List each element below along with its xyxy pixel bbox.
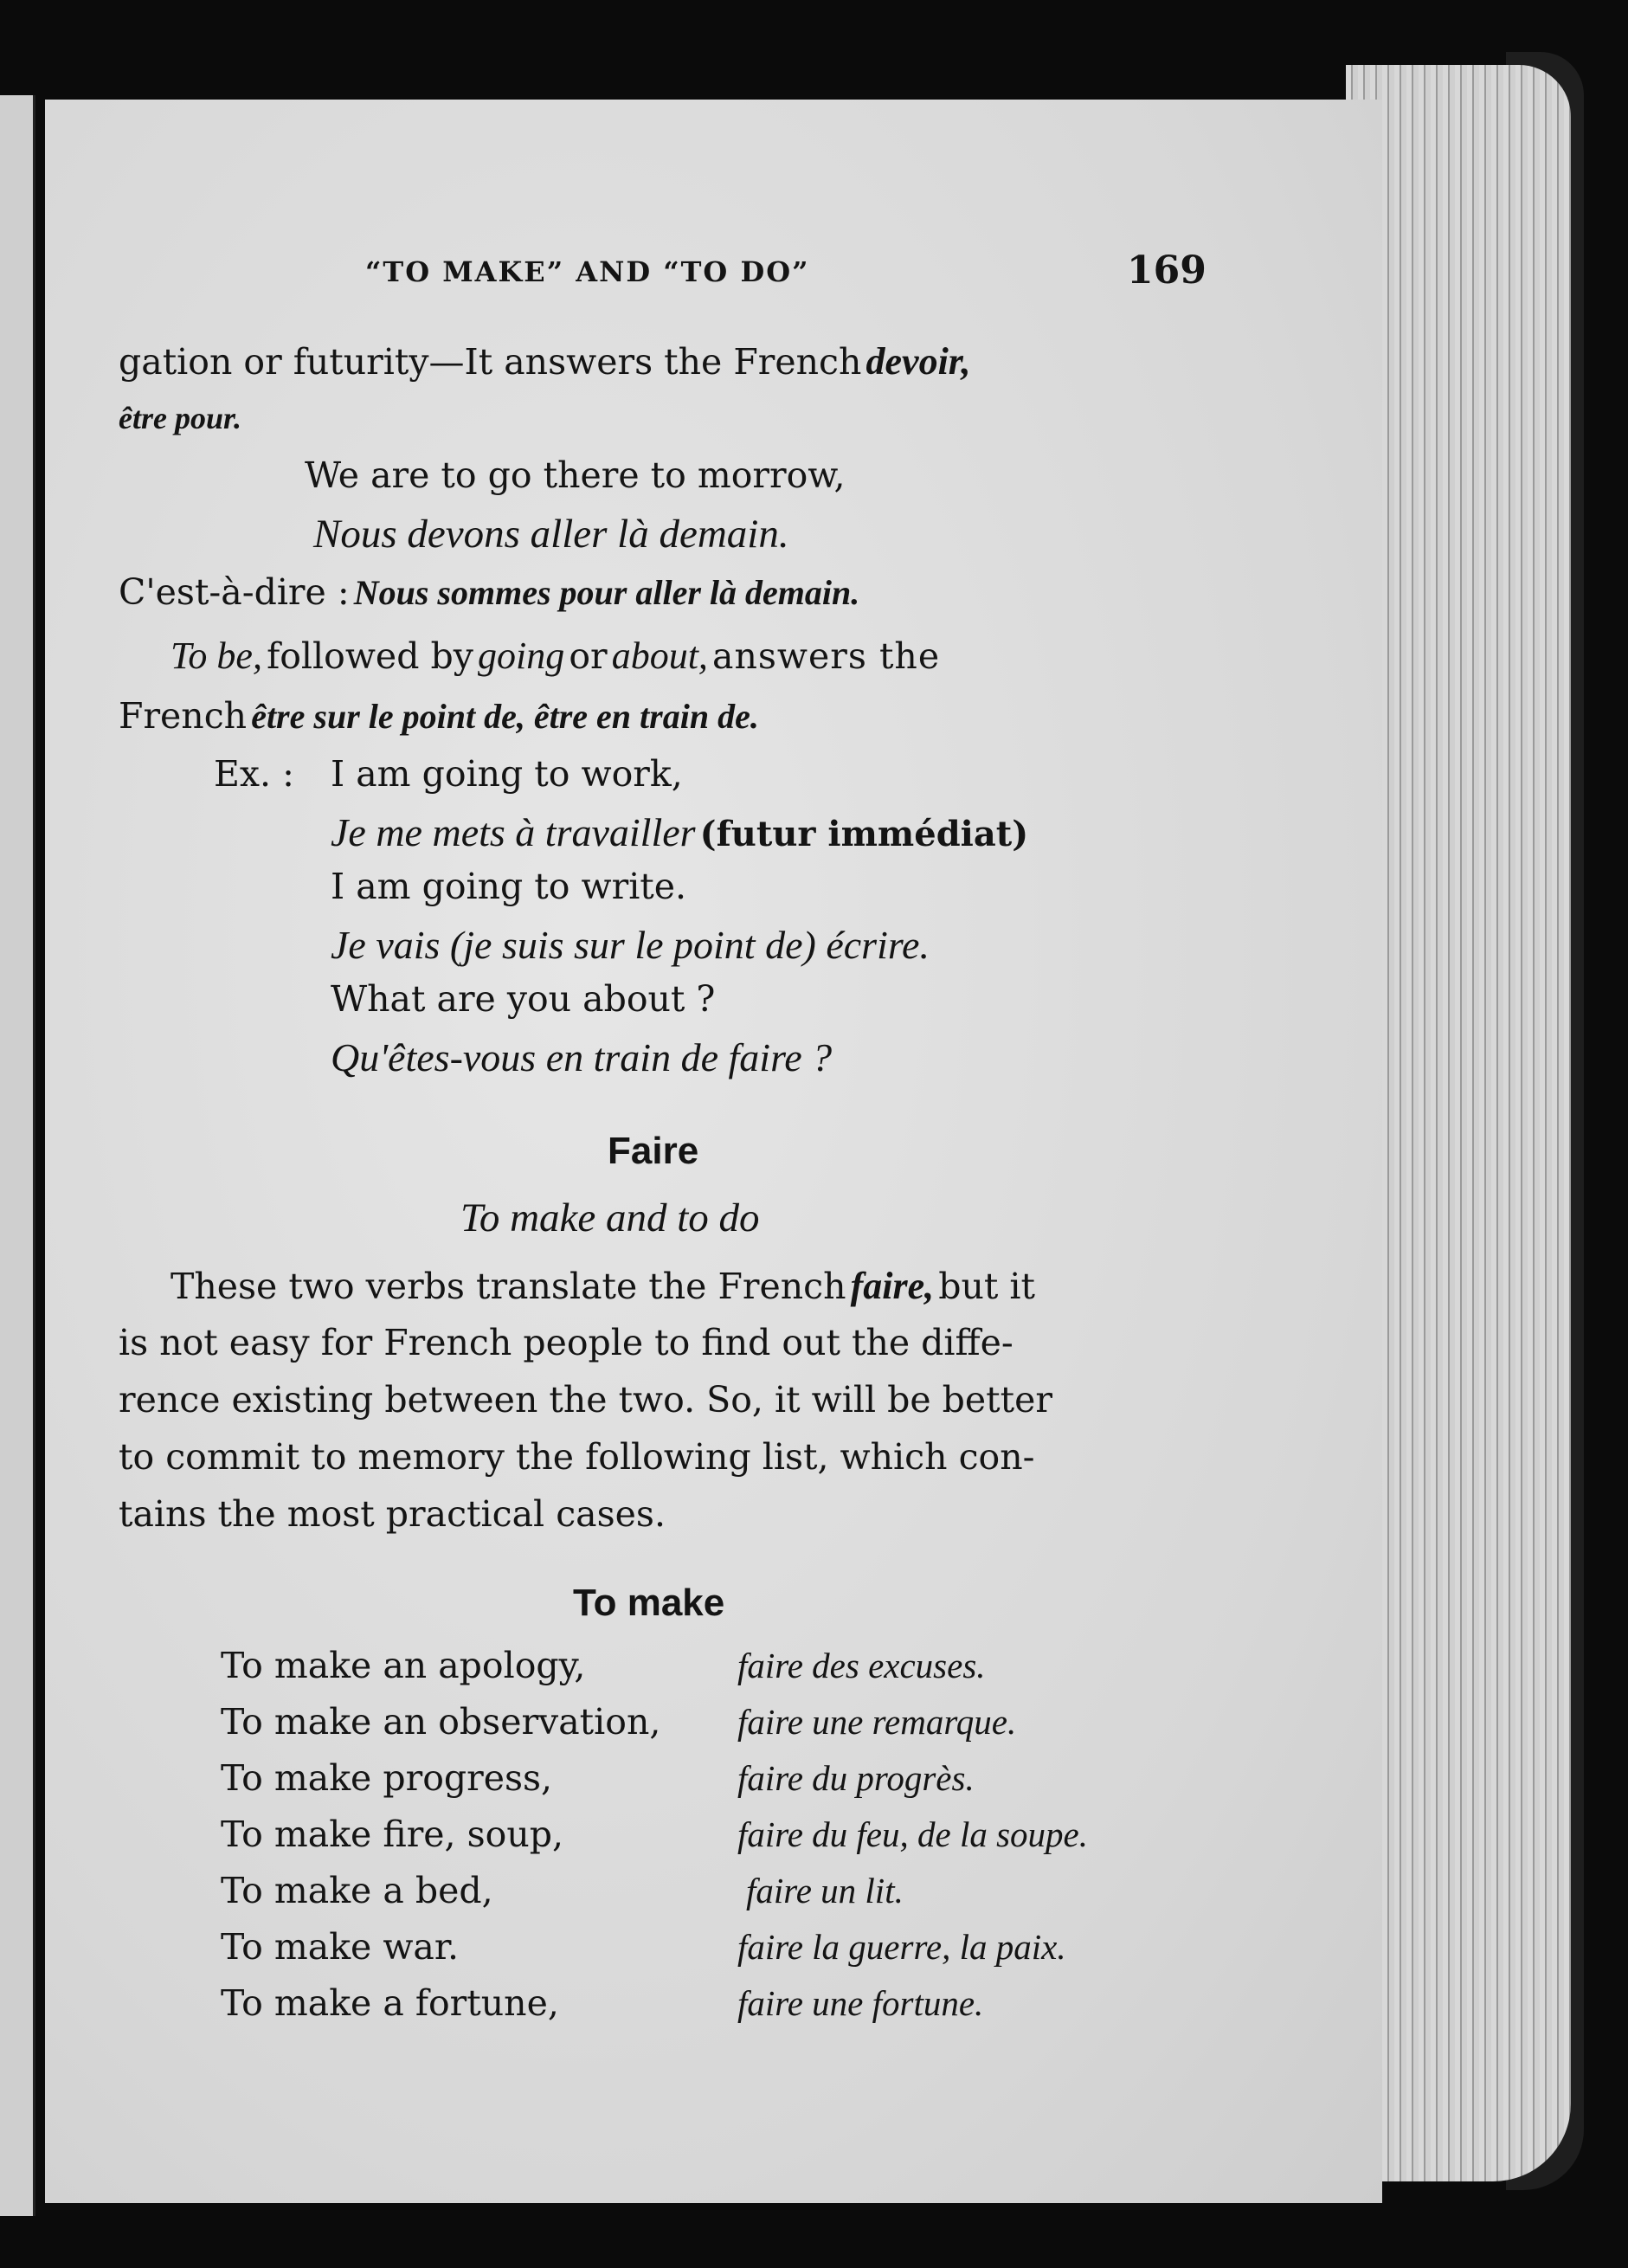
previous-page-edge: [0, 95, 35, 2216]
tobe-text-or: or: [569, 635, 608, 677]
faire-para-1-em: faire,: [850, 1265, 935, 1307]
faire-para-1a: These two verbs translate the French: [171, 1266, 846, 1307]
to-make-fr-4: faire du feu, de la soupe.: [737, 1814, 1088, 1854]
to-make-fr-5: faire un lit.: [746, 1871, 904, 1910]
tobe-line-1: [171, 634, 940, 678]
tobe-text-answers: answers the: [712, 635, 941, 677]
tobe-line-2: [119, 695, 759, 737]
example-line-1: I am going to work,: [331, 753, 683, 795]
cest-a-dire-line: [119, 571, 859, 613]
to-make-en-7: To make a fortune,: [221, 1982, 559, 2024]
cest-text: Nous sommes pour aller là demain.: [353, 573, 860, 612]
example-line-5: What are you about ?: [331, 978, 716, 1020]
example-line-4: Je vais (je suis sur le point de) écrire.: [331, 923, 930, 967]
to-make-heading: To make: [573, 1582, 725, 1624]
tobe-em-1: To be,: [171, 635, 262, 677]
to-make-fr-1: faire des excuses.: [737, 1646, 986, 1685]
tobe-em-about: about,: [611, 635, 708, 677]
faire-para-1b: but it: [938, 1266, 1036, 1307]
example-line-2-text: (futur immédiat): [699, 814, 1029, 854]
examples-label: Ex. :: [214, 753, 294, 795]
example-french: Nous devons aller là demain.: [313, 512, 789, 557]
intro-line-2: être pour.: [119, 401, 242, 435]
book-page: [45, 100, 1382, 2203]
running-head: “TO MAKE” AND “TO DO”: [365, 255, 810, 288]
intro-text: gation or futurity—It answers the French: [119, 341, 862, 383]
tobe-em-french-phrase: être sur le point de, être en train de.: [251, 697, 759, 736]
faire-para-line-5: tains the most practical cases.: [119, 1493, 666, 1535]
faire-heading: Faire: [608, 1130, 699, 1172]
to-make-en-2: To make an observation,: [221, 1701, 661, 1743]
to-make-en-4: To make fire, soup,: [221, 1814, 564, 1855]
example-line-2-em: Je me mets à travailler: [331, 810, 696, 854]
faire-para-line-1: [171, 1264, 1035, 1308]
intro-em-devoir: devoir,: [865, 340, 971, 383]
tobe-text-french: French: [119, 695, 248, 737]
example-english: We are to go there to morrow,: [305, 454, 846, 496]
to-make-en-6: To make war.: [221, 1926, 460, 1968]
to-make-en-5: To make a bed,: [221, 1870, 493, 1911]
tobe-text-1: followed by: [267, 635, 473, 677]
to-make-fr-2: faire une remarque.: [737, 1702, 1017, 1742]
faire-subtitle: To make and to do: [460, 1195, 760, 1240]
page-number: 169: [1127, 248, 1207, 293]
example-line-3: I am going to write.: [331, 866, 687, 907]
to-make-fr-7: faire une fortune.: [737, 1983, 984, 2023]
example-line-6: Qu'êtes-vous en train de faire ?: [331, 1035, 833, 1079]
to-make-en-1: To make an apology,: [221, 1645, 586, 1686]
tobe-em-going: going: [477, 635, 565, 677]
cest-label: C'est-à-dire :: [119, 571, 350, 613]
to-make-en-3: To make progress,: [221, 1757, 553, 1799]
to-make-fr-3: faire du progrès.: [737, 1758, 975, 1798]
to-make-fr-6: faire la guerre, la paix.: [737, 1927, 1066, 1967]
intro-line-1: [119, 339, 971, 383]
example-line-2: [331, 809, 1028, 855]
faire-para-line-2: is not easy for French people to find out the diffe-: [119, 1322, 1013, 1363]
faire-para-line-3: rence existing between the two. So, it will be better: [119, 1379, 1052, 1421]
faire-para-line-4: to commit to memory the following list, which con-: [119, 1436, 1035, 1478]
